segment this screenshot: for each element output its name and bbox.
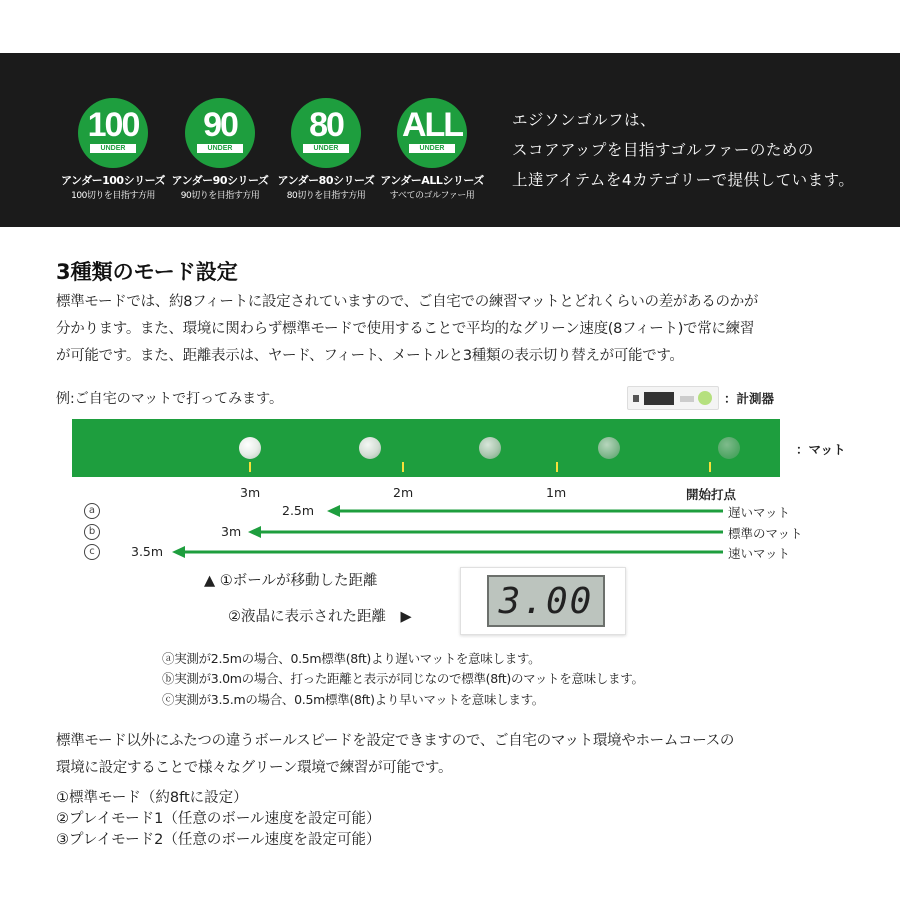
mode-item: ①標準モード（約8ftに設定） [56,790,248,806]
outro-line: 標準モード以外にふたつの違うボールスピードを設定できますので、ご自宅のマット環境やホームコースの [56,733,735,749]
example-label: 例:ご自宅のマットで打ってみます。 [56,391,284,407]
series-title-all[interactable]: アンダーALLシリーズ [380,174,484,187]
marker-b: b [84,524,100,540]
badge-under-label: UNDER [303,144,349,153]
row-b-value: 3m [221,524,242,539]
distance-label-1m: 1m [546,485,567,500]
ball-icon [239,437,261,459]
row-b-label: 標準のマット [728,526,803,541]
badge-all[interactable] [397,98,467,168]
intro-line: が可能です。また、距離表示は、ヤード、フィート、メートルと3種類の表示切り替えが可能です。 [56,348,684,364]
caption-ball-distance: ▲ ①ボールが移動した距離 [204,573,378,589]
badge-number: 90 [203,106,237,144]
tagline-line: スコアアップを目指すゴルファーのための [512,141,814,159]
arrow-b-head [248,526,261,538]
section-heading: 3種類のモード設定 [56,260,238,284]
note-a: ⓐ実測が2.5mの場合、0.5m標準(8ft)より遅いマットを意味します。 [162,651,541,666]
badge-under-label: UNDER [197,144,243,153]
lcd-value: 3.00 [498,581,594,622]
tagline-line: エジソンゴルフは、 [512,111,657,129]
ball-icon [479,437,501,459]
note-c: ⓒ実測が3.5.mの場合、0.5m標準(8ft)より早いマットを意味します。 [162,692,544,707]
row-a-label: 遅いマット [728,505,791,520]
device-label: ：計測器 [724,391,775,406]
distance-tick [556,462,558,472]
series-sub-100: 100切りを目指す方用 [71,191,155,201]
mode-item: ③プレイモード2（任意のボール速度を設定可能） [56,832,381,848]
badge-100[interactable] [78,98,148,168]
badge-number: ALL [401,106,463,144]
badge-under-label: UNDER [409,144,455,153]
lcd-display [460,567,626,635]
mat-label: ：マット [796,442,846,457]
note-b: ⓑ実測が3.0mの場合、打った距離と表示が同じなので標準(8ft)のマットを意味します。 [162,671,644,686]
caption-lcd-distance: ②液晶に表示された距離 ▶ [228,609,412,625]
intro-line: 分かります。また、環境に関わらず標準モードで使用することで平均的なグリーン速度(8フィート)で常に練習 [56,321,755,337]
series-sub-90: 90切りを目指す方用 [180,191,260,201]
marker-a: a [84,503,100,519]
row-a-value: 2.5m [282,503,315,518]
putting-mat [72,419,780,477]
measuring-device-image [627,386,719,410]
row-c-label: 速いマット [728,546,791,561]
mode-item: ②プレイモード1（任意のボール速度を設定可能） [56,811,381,827]
badge-90[interactable] [185,98,255,168]
outro-line: 環境に設定することで様々なグリーン環境で練習が可能です。 [56,760,453,776]
series-title-100[interactable]: アンダー100シリーズ [60,174,166,187]
series-sub-all: すべてのゴルファー用 [389,191,475,201]
series-sub-80: 80切りを目指す方用 [286,191,366,201]
intro-line: 標準モードでは、約8フィートに設定されていますので、ご自宅での練習マットとどれくらいの差があるのかが [56,294,759,310]
distance-tick [402,462,404,472]
distance-tick [709,462,711,472]
badge-number: 80 [309,106,343,144]
badge-80[interactable] [291,98,361,168]
arrow-a-head [327,505,340,517]
distance-tick [249,462,251,472]
row-c-value: 3.5m [131,544,164,559]
arrow-c-head [172,546,185,558]
distance-label-start: 開始打点 [686,487,737,502]
tagline-line: 上達アイテムを4カテゴリーで提供しています。 [512,171,855,189]
marker-c: c [84,544,100,560]
distance-label-2m: 2m [393,485,414,500]
lcd-screen [487,575,605,627]
ball-icon [598,437,620,459]
ball-icon [359,437,381,459]
distance-label-3m: 3m [240,485,261,500]
badge-under-label: UNDER [90,144,136,153]
badge-number: 100 [87,106,139,144]
series-title-90[interactable]: アンダー90シリーズ [171,174,269,187]
series-title-80[interactable]: アンダー80シリーズ [277,174,375,187]
ball-icon [718,437,740,459]
